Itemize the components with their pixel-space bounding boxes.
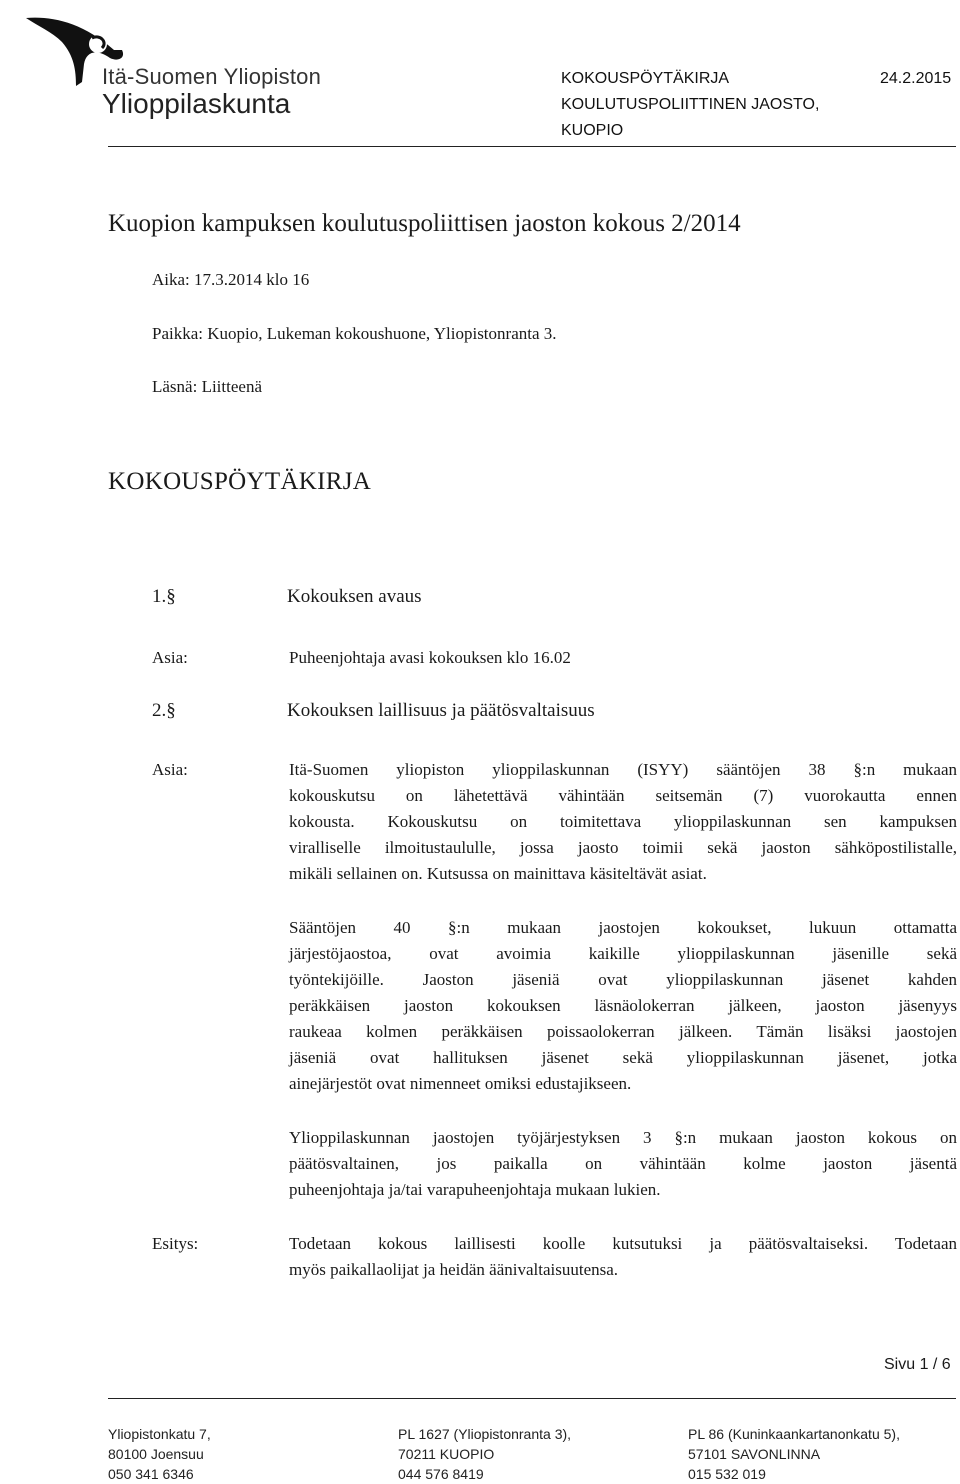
footer-address-savonlinna	[688, 1424, 900, 1484]
footer-line: Yliopistonkatu 7,	[108, 1426, 211, 1442]
text-line: kokouskutsu on lähetettävä vähintään seitsemän (7) vuorokautta ennen	[289, 786, 957, 805]
meeting-place: Paikka: Kuopio, Lukeman kokoushuone, Yliopistonranta 3.	[152, 324, 557, 343]
section-1-asia-label: Asia:	[152, 648, 188, 667]
text-line: päätösvaltainen, jos paikalla on vähintään kolme jaoston jäsentä	[289, 1154, 957, 1173]
committee-name-line2: KUOPIO	[561, 122, 624, 139]
text-line: Todetaan kokous laillisesti koolle kutsutuksi ja päätösvaltaiseksi. Todetaan	[289, 1234, 957, 1253]
section-symbol: §	[166, 586, 176, 607]
footer-line: 050 341 6346	[108, 1466, 194, 1482]
place-value: Kuopio, Lukeman kokoushuone, Yliopistonranta 3.	[207, 324, 557, 343]
text-line: viralliselle ilmoitustaululle, jossa jaosto toimii sekä jaoston sähköpostilistalle,	[289, 838, 957, 857]
footer-address-joensuu	[108, 1424, 211, 1484]
minutes-heading: KOKOUSPÖYTÄKIRJA	[108, 468, 372, 495]
section-2-esitys-label: Esitys:	[152, 1234, 199, 1253]
section-symbol: §	[166, 700, 176, 721]
text-line: jäseniä ovat hallituksen jäsenet sekä ylioppilaskunnan jäsenet, jotka	[289, 1048, 957, 1067]
present-value: Liitteenä	[201, 377, 262, 396]
section-2-title: Kokouksen laillisuus ja päätösvaltaisuus	[287, 700, 595, 721]
section-1-number	[152, 586, 176, 608]
section-2-number	[152, 700, 176, 722]
meeting-time: Aika: 17.3.2014 klo 16	[152, 270, 310, 289]
time-value: 17.3.2014 klo 16	[194, 270, 310, 289]
section-2-paragraph-2	[289, 915, 957, 1097]
university-logo	[22, 8, 327, 118]
section-number: 1.	[152, 586, 167, 607]
footer-line: 044 576 8419	[398, 1466, 484, 1482]
section-2-paragraph-1	[289, 757, 957, 887]
document-date: 24.2.2015	[880, 70, 952, 87]
section-2-asia-label: Asia:	[152, 760, 188, 779]
text-line: Itä-Suomen yliopiston ylioppilaskunnan (ISYY) sääntöjen 38 §:n mukaan	[289, 760, 957, 779]
present-label: Läsnä	[152, 377, 193, 396]
section-2-paragraph-3	[289, 1125, 957, 1203]
footer-line: 70211 KUOPIO	[398, 1446, 495, 1462]
header-divider	[108, 146, 956, 147]
text-line: Sääntöjen 40 §:n mukaan jaostojen kokoukset, lukuun ottamatta	[289, 918, 957, 937]
committee-name-line1: KOULUTUSPOLIITTINEN JAOSTO,	[561, 96, 820, 113]
meeting-title: Kuopion kampuksen koulutuspoliittisen jaoston kokous 2/2014	[108, 210, 741, 237]
text-line: peräkkäisen jaoston kokouksen läsnäolokerran jälkeen, jaoston jäsenyys	[289, 996, 957, 1015]
place-label: Paikka	[152, 324, 199, 343]
section-number: 2.	[152, 700, 167, 721]
footer-line: 015 532 019	[688, 1466, 766, 1482]
text-line: raukeaa kolmen peräkkäisen poissaolokerran jälkeen. Tämän lisäksi jaostojen	[289, 1022, 957, 1041]
footer-divider	[108, 1398, 956, 1399]
text-line: järjestöjaostoa, ovat avoimia kaikille ylioppilaskunnan jäsenille sekä	[289, 944, 957, 963]
meeting-present: Läsnä: Liitteenä	[152, 377, 262, 396]
text-line: kokousta. Kokouskutsu on toimitettava ylioppilaskunnan sen kampuksen	[289, 812, 957, 831]
footer-address-kuopio	[398, 1424, 571, 1484]
text-line: mikäli sellainen on. Kutsussa on mainittava käsiteltävät asiat.	[289, 864, 707, 883]
text-line: Ylioppilaskunnan jaostojen työjärjestyksen 3 §:n mukaan jaoston kokous on	[289, 1128, 957, 1147]
document-header	[561, 66, 861, 144]
footer-line: 57101 SAVONLINNA	[688, 1446, 821, 1462]
time-label: Aika	[152, 270, 186, 289]
section-1-asia-text: Puheenjohtaja avasi kokouksen klo 16.02	[289, 648, 571, 667]
footer-line: PL 1627 (Yliopistonranta 3),	[398, 1426, 572, 1442]
text-line: myös paikallaolijat ja heidän äänivaltaisuutensa.	[289, 1260, 619, 1279]
text-line: ainejärjestöt ovat nimenneet omiksi edustajikseen.	[289, 1074, 632, 1093]
logo-text-union: Ylioppilaskunta	[102, 88, 291, 119]
footer-line: 80100 Joensuu	[108, 1446, 204, 1462]
section-1-title: Kokouksen avaus	[287, 586, 422, 607]
text-line: puheenjohtaja ja/tai varapuheenjohtaja mukaan lukien.	[289, 1180, 661, 1199]
section-2-esitys-text	[289, 1231, 957, 1283]
page-number: Sivu 1 / 6	[884, 1356, 951, 1373]
logo-text-university: Itä-Suomen Yliopiston	[102, 64, 322, 89]
footer-line: PL 86 (Kuninkaankartanonkatu 5),	[688, 1426, 900, 1442]
text-line: työntekijöille. Jaoston jäseniä ovat ylioppilaskunnan jäsenet kahden	[289, 970, 957, 989]
document-type: KOKOUSPÖYTÄKIRJA	[561, 70, 730, 87]
